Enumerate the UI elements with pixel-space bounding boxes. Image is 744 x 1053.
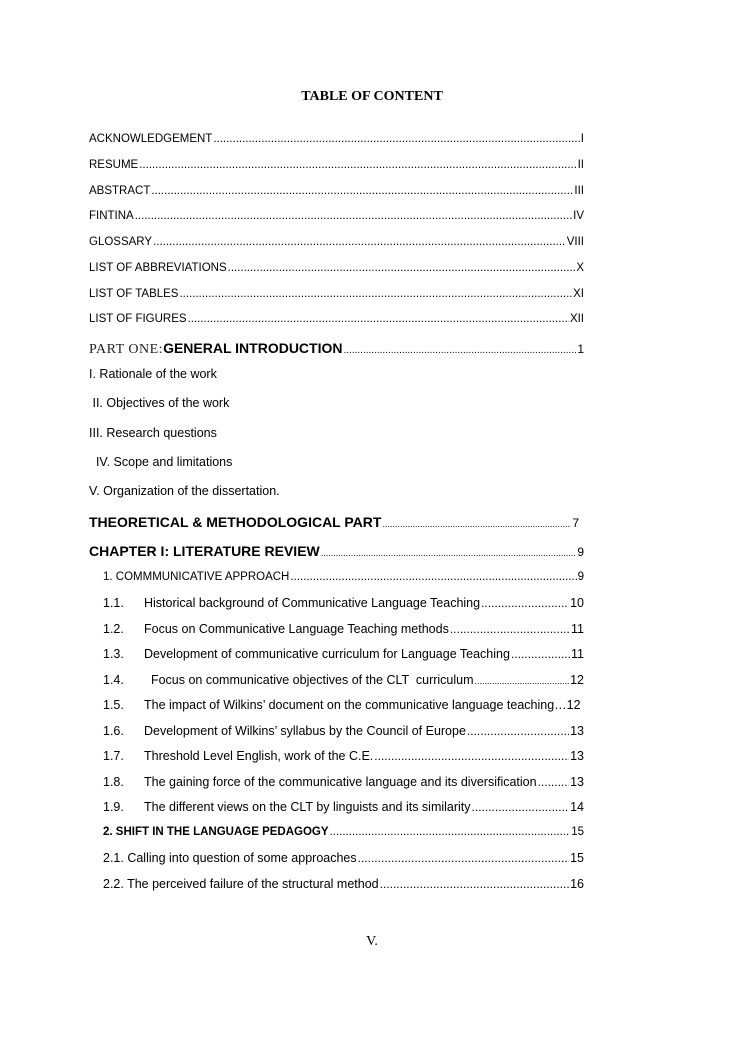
toc-entry-section-two[interactable] [103,826,584,838]
toc-entry-label: The gaining force of the communicative language and its diversification [144,775,537,789]
dot-leader [450,622,570,636]
dot-leader [475,676,570,686]
toc-page-number: III [574,185,584,197]
dot-leader [321,548,577,558]
dot-leader [481,596,569,610]
toc-entry-label: FINTINA [89,210,134,222]
intro-item[interactable]: IV. Scope and limitations [89,455,233,469]
toc-page-number: 9 [577,545,584,559]
dot-leader [151,185,573,197]
subsection-number: 1.6. [103,724,124,738]
toc-entry-label: Threshold Level English, work of the C.E. [144,749,374,763]
dot-leader [153,236,566,248]
toc-entry-subsection[interactable] [103,673,584,687]
toc-entry-abbreviations[interactable] [89,262,584,274]
toc-entry-tables[interactable] [89,288,584,300]
dot-leader [139,159,576,171]
toc-page-number: 9 [577,571,584,583]
toc-page-number: 12 [566,698,581,712]
intro-item[interactable]: II. Objectives of the work [89,396,230,410]
toc-entry-label: Development of Wilkins’ syllabus by the Council of Europe [144,724,466,738]
toc-page-number: X [576,262,584,274]
toc-page-number: 11 [571,647,584,661]
toc-entry-abstract[interactable] [89,185,584,197]
subsection-number: 1.7. [103,749,124,763]
dot-leader [179,288,572,300]
toc-entry-chapter-one[interactable] [89,543,584,559]
toc-entry-label: The impact of Wilkins’ document on the communicative language teaching… [144,698,567,712]
toc-entry-label: RESUME [89,159,139,171]
toc-page-number: 14 [570,800,584,814]
toc-page-number: XII [569,313,584,325]
toc-page-number: 15 [570,851,584,865]
toc-page-number: 12 [570,673,584,687]
toc-entry-label: Focus on Communicative Language Teaching methods [144,622,449,636]
toc-page-number: 7 [572,516,579,530]
toc-page-number: XI [573,288,584,300]
dot-leader [374,749,569,763]
dot-leader [472,800,570,814]
toc-entry-section-one[interactable] [103,571,584,583]
toc-page-number: 10 [570,596,584,610]
toc-entry-label: 1. COMMMUNICATIVE APPROACH [103,571,290,583]
toc-page-number: I [580,133,584,145]
toc-entry-figures[interactable] [89,313,584,325]
toc-entry-label: The different views on the CLT by linguists and its similarity [144,800,471,814]
toc-page-number: 13 [570,724,584,738]
toc-entry-subsection[interactable] [103,724,584,738]
toc-entry-subsection[interactable] [103,698,584,712]
toc-entry-label: Development of communicative curriculum for Language Teaching [144,647,510,661]
page-title: TABLE OF CONTENT [301,89,443,104]
toc-entry-fintina[interactable] [89,210,584,222]
dot-leader [213,133,579,145]
toc-page-number: 15 [571,826,584,838]
toc-entry-label: GLOSSARY [89,236,153,248]
dot-leader [135,210,572,222]
part-title: GENERAL INTRODUCTION [163,340,343,356]
toc-page-number: 13 [570,775,584,789]
toc-entry-subsection[interactable] [103,877,584,891]
intro-item[interactable]: I. Rationale of the work [89,367,217,381]
toc-entry-resume[interactable] [89,159,584,171]
subsection-number: 1.9. [103,800,124,814]
toc-entry-acknowledgement[interactable] [89,133,584,145]
dot-leader [358,851,569,865]
toc-entry-part-one[interactable] [89,340,584,358]
part-prefix: PART ONE: [89,342,164,357]
dot-leader [290,571,576,583]
toc-page-number: 16 [570,877,584,891]
toc-entry-label: Focus on communicative objectives of the CLT curriculum [144,673,474,687]
toc-entry-subsection[interactable] [103,800,584,814]
dot-leader [380,877,569,891]
dot-leader [382,519,571,529]
toc-page-number: 11 [571,622,584,636]
toc-page-number: VIII [566,236,584,248]
toc-entry-label: THEORETICAL & METHODOLOGICAL PART [89,514,382,530]
intro-item[interactable]: V. Organization of the dissertation. [89,484,280,498]
subsection-number: 1.8. [103,775,124,789]
toc-entry-label: Historical background of Communicative Language Teaching [144,596,481,610]
dot-leader [330,826,571,838]
subsection-number: 1.5. [103,698,124,712]
dot-leader [511,647,570,661]
toc-entry-glossary[interactable] [89,236,584,248]
toc-page-number: II [577,159,584,171]
toc-entry-label: 2.2. The perceived failure of the structural method [103,877,379,891]
toc-entry-subsection[interactable] [103,749,584,763]
dot-leader [188,313,569,325]
toc-entry-label: ACKNOWLEDGEMENT [89,133,213,145]
toc-page-number: 1 [577,342,584,356]
toc-page-number: IV [573,210,584,222]
dot-leader [467,724,569,738]
page-number-footer: V. [366,934,378,949]
toc-entry-subsection[interactable] [103,647,584,661]
toc-entry-subsection[interactable] [103,622,584,636]
dot-leader [538,775,570,789]
toc-entry-label: 2.1. Calling into question of some approaches [103,851,357,865]
toc-entry-label: LIST OF TABLES [89,288,179,300]
toc-entry-subsection[interactable] [103,596,584,610]
intro-item[interactable]: III. Research questions [89,426,217,440]
toc-entry-subsection[interactable] [103,851,584,865]
toc-page-number: 13 [570,749,584,763]
dot-leader [228,262,576,274]
toc-entry-label: LIST OF FIGURES [89,313,187,325]
toc-entry-label: CHAPTER I: LITERATURE REVIEW [89,543,320,559]
subsection-number: 1.2. [103,622,124,636]
subsection-number: 1.1. [103,596,124,610]
toc-entry-label: ABSTRACT [89,185,151,197]
toc-entry-subsection[interactable] [103,775,584,789]
toc-entry-theoretical-part[interactable] [89,514,579,530]
toc-entry-label: LIST OF ABBREVIATIONS [89,262,227,274]
subsection-number: 1.4. [103,673,124,687]
subsection-number: 1.3. [103,647,124,661]
toc-entry-label: 2. SHIFT IN THE LANGUAGE PEDAGOGY [103,826,329,838]
dot-leader [344,345,577,356]
